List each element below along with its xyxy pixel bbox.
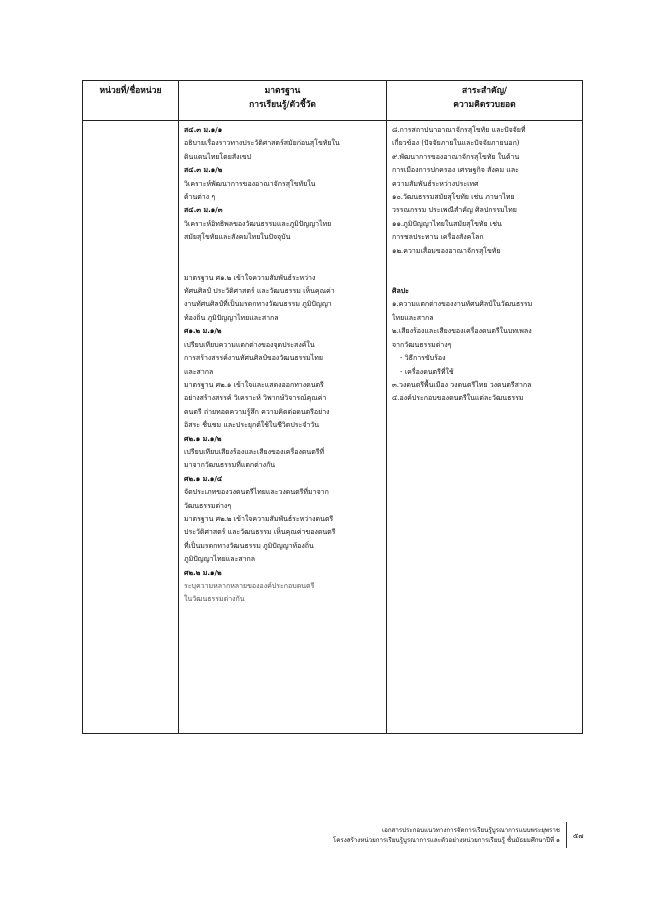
essence-line: เกี่ยวข้อง (ปัจจัยภายในและปัจจัยภายนอก) [392, 139, 520, 148]
essence-line: ไทยและสากล [392, 313, 434, 322]
essence-cell [387, 121, 583, 734]
footer-line-1: เอกสารประกอบแนวทางการจัดการเรียนรู้บูรณาการแบบพระยุพราช [381, 827, 560, 834]
essence-line: ๔.องค์ประกอบของดนตรีในแต่ละวัฒนธรรม [392, 394, 524, 403]
standard-line: อย่างสร้างสรรค์ วิเคราะห์ วิพากษ์วิจารณ์คุณค่า [184, 394, 327, 403]
standard-line: ทัศนศิลป์ ประวัติศาสตร์ และวัฒนธรรม เห็นคุณค่า [184, 287, 335, 296]
essence-line: ๑.ความแตกต่างของงานทัศนศิลป์ในวัฒนธรรม [392, 300, 533, 309]
standard-line: ศ๒.๒ ม.๑/๒ [184, 568, 222, 577]
table-header-row [83, 81, 583, 121]
standard-line: อิสระ ชื่นชม และประยุกต์ใช้ในชีวิตประจำวัน [184, 421, 320, 430]
standard-line: ดินแดนไทยโดยสังเขป [184, 152, 252, 161]
standard-line: สมัยสุโขทัยและสังคมไทยในปัจจุบัน [184, 233, 291, 242]
essence-line: ๑๐.วัฒนธรรมสมัยสุโขทัย เช่น ภาษาไทย [392, 193, 515, 202]
standard-line: เปรียบเทียบความแตกต่างของจุดประสงค์ใน [184, 340, 315, 349]
standard-line: มาตรฐาน ศ๒.๒ เข้าใจความสัมพันธ์ระหว่างดนตรี [184, 514, 334, 523]
standard-line: วิเคราะห์พัฒนาการของอาณาจักรสุโขทัยใน [184, 179, 316, 188]
standard-line: ท้องถิ่น ภูมิปัญญาไทยและสากล [184, 313, 279, 322]
curriculum-table [82, 80, 583, 734]
standard-line: ดนตรี ถ่ายทอดความรู้สึก ความคิดต่อดนตรีอย่าง [184, 407, 330, 416]
standard-line: จัดประเภทของวงดนตรีไทยและวงดนตรีที่มาจาก [184, 488, 329, 497]
standard-line: ส๔.๓ ม.๑/๓ [184, 206, 223, 215]
header-unit-label: หน่วยที่/ชื่อหน่วย [99, 86, 162, 96]
header-standard-line2: การเรียนรู้/ตัวชี้วัด [249, 100, 316, 110]
standard-line: มาจากวัฒนธรรมที่แตกต่างกัน [184, 461, 276, 470]
standard-line: ที่เป็นมรดกทางวัฒนธรรม ภูมิปัญญาท้องถิ่น [184, 541, 314, 550]
essence-line: จากวัฒนธรรมต่างๆ [392, 340, 452, 349]
standard-line: การสร้างสรรค์งานทัศนศิลป์ของวัฒนธรรมไทย [184, 354, 324, 363]
header-essence-line1: สาระสำคัญ/ [461, 86, 508, 96]
spacer [184, 245, 382, 272]
standard-line: อธิบายเรื่องราวทางประวัติศาสตร์สมัยก่อนสุโขทัยใน [184, 139, 340, 148]
essence-text [387, 121, 582, 406]
standards-text [179, 121, 386, 607]
page-number: ๕๗ [573, 832, 584, 840]
standard-line: ระบุความหลากหลายขององค์ประกอบดนตรี [184, 582, 315, 590]
standard-line: ในวัฒนธรรมต่างกัน [184, 595, 245, 604]
standard-line: ส๔.๓ ม.๑/๑ [184, 126, 223, 134]
standard-line: ประวัติศาสตร์ และวัฒนธรรม เห็นคุณค่าของดนตรี [184, 528, 336, 537]
essence-line: ๘.การสถาปนาอาณาจักรสุโขทัย และปัจจัยที่ [392, 126, 526, 134]
unit-cell [83, 121, 179, 734]
standard-line: เปรียบเทียบเสียงร้องและเสียงของเครื่องดนตรีที่ [184, 447, 325, 456]
standard-line: วิเคราะห์อิทธิพลของวัฒนธรรมและภูมิปัญญาไทย [184, 219, 332, 228]
essence-line: การชลประทาน เครื่องสังคโลก [392, 233, 484, 242]
standard-line: และสากล [184, 367, 214, 376]
standard-line: ศ๑.๒ ม.๑/๒ [184, 327, 222, 336]
essence-line: การเมืองการปกครอง เศรษฐกิจ สังคม และ [392, 166, 519, 175]
essence-line: ๓.วงดนตรีพื้นเมือง วงดนตรีไทย วงดนตรีสากล [392, 380, 532, 389]
essence-line: - เครื่องดนตรีที่ใช้ [400, 367, 454, 376]
standard-line: ด้านต่าง ๆ [184, 193, 216, 202]
standard-line: ภูมิปัญญาไทยและสากล [184, 555, 256, 564]
essence-line: วรรณกรรม ประเพณีสำคัญ ศิลปกรรมไทย [392, 206, 517, 215]
standards-cell [179, 121, 387, 734]
footer-line-2: โครงสร้างหน่วยการเรียนรู้บูรณาการและตัวอย่างหน่วยการเรียนรู้ ชั้นมัธยมศึกษาปีที่ ๑ [332, 837, 560, 844]
header-unit [83, 81, 179, 121]
standard-line: งานทัศนศิลป์ที่เป็นมรดกทางวัฒนธรรม ภูมิปัญญา [184, 300, 332, 309]
standard-line: ส๔.๓ ม.๑/๒ [184, 166, 223, 175]
header-standard [179, 81, 387, 121]
essence-line: ศิลปะ [392, 287, 409, 296]
essence-line: ความสัมพันธ์ระหว่างประเทศ [392, 179, 479, 188]
standard-line: ศ๒.๑ ม.๑/๒ [184, 434, 222, 443]
essence-line: ๙.พัฒนาการของอาณาจักรสุโขทัย ในด้าน [392, 152, 520, 161]
header-essence [387, 81, 583, 121]
standard-line: มาตรฐาน ศ๑.๒ เข้าใจความสัมพันธ์ระหว่าง [184, 273, 316, 282]
table-row [83, 121, 583, 734]
header-standard-line1: มาตรฐาน [264, 86, 301, 96]
essence-line: ๑๑.ภูมิปัญญาไทยในสมัยสุโขทัย เช่น [392, 219, 502, 228]
standard-line: ศ๒.๑ ม.๑/๔ [184, 474, 223, 483]
spacer [392, 258, 578, 285]
essence-line: - วิธีการขับร้อง [400, 354, 446, 363]
essence-line: ๒.เสียงร้องและเสียงของเครื่องดนตรีในบทเพลง [392, 327, 532, 336]
page-footer [250, 826, 560, 846]
standard-line: วัฒนธรรมต่างๆ [184, 501, 232, 510]
header-essence-line2: ความคิดรวบยอด [453, 100, 516, 110]
essence-line: ๑๒.ความเสื่อมของอาณาจักรสุโขทัย [392, 246, 501, 255]
footer-divider [566, 822, 567, 848]
standard-line: มาตรฐาน ศ๒.๑ เข้าใจและแสดงออกทางดนตรี [184, 380, 324, 389]
